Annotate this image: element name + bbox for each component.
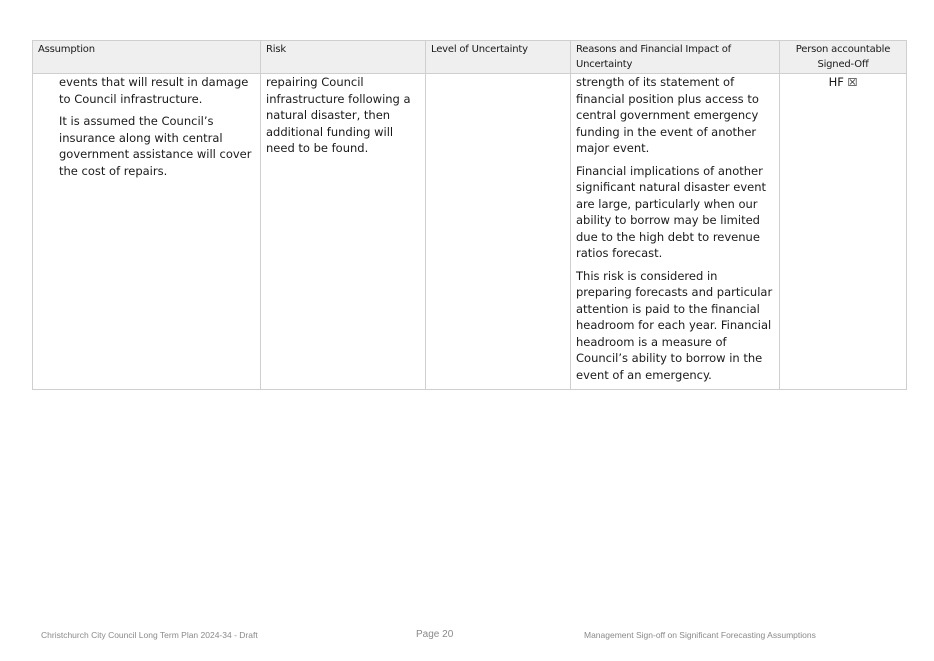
reasons-paragraph: This risk is considered in preparing forecasts and particular attention is paid to the financial headroom for each year. Financial headroom is a measure of Council’s ability to borrow in the event of an emergency. bbox=[576, 268, 773, 382]
reasons-paragraph: strength of its statement of financial position plus access to central government emergency funding in the event of another major event. bbox=[576, 75, 759, 155]
cell-reasons bbox=[571, 74, 780, 390]
header-reasons-financial-impact: Reasons and Financial Impact of Uncertainty bbox=[571, 41, 780, 74]
footer-section-title: Management Sign-off on Significant Forecasting Assumptions bbox=[584, 630, 816, 640]
header-risk: Risk bbox=[261, 41, 426, 74]
assumptions-table bbox=[32, 40, 907, 390]
header-assumption: Assumption bbox=[33, 41, 261, 74]
header-person-accountable: Person accountable Signed-Off bbox=[780, 41, 907, 74]
person-initials: HF bbox=[828, 75, 844, 89]
cell-assumption bbox=[33, 74, 261, 390]
cell-person-signed-off bbox=[780, 74, 907, 390]
reasons-paragraph: Financial implications of another significant natural disaster event are large, particularly when our ability to borrow may be limited due to the high debt to revenue ratios forecast. bbox=[576, 163, 767, 260]
header-level-of-uncertainty: Level of Uncertainty bbox=[426, 41, 571, 74]
table-header-row bbox=[33, 41, 907, 74]
cell-level-of-uncertainty bbox=[426, 74, 571, 390]
assumption-paragraph: It is assumed the Council’s insurance along with central government assistance will cover the cost of repairs. bbox=[59, 114, 252, 178]
risk-paragraph: repairing Council infrastructure following a natural disaster, then additional funding will need to be found. bbox=[266, 75, 411, 155]
assumption-paragraph: events that will result in damage to Council infrastructure. bbox=[59, 75, 249, 106]
footer-document-title: Christchurch City Council Long Term Plan 2024-34 - Draft bbox=[41, 630, 258, 640]
footer-page-number: Page 20 bbox=[416, 629, 454, 640]
checked-box-icon: ☒ bbox=[847, 76, 858, 89]
cell-risk bbox=[261, 74, 426, 390]
table-row bbox=[33, 74, 907, 390]
